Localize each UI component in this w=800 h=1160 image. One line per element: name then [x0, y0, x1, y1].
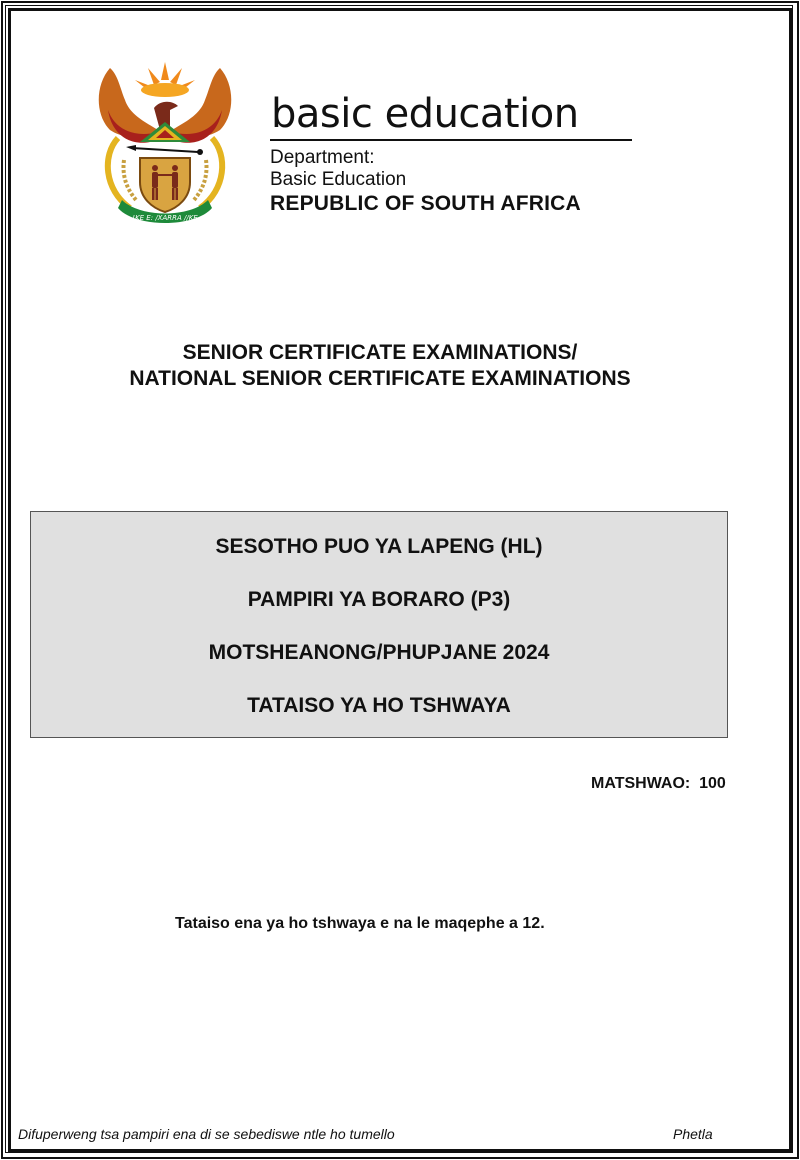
department-label: Department:	[270, 147, 375, 168]
total-marks: MATSHWAO: 100	[591, 775, 726, 792]
brand-divider	[270, 139, 632, 141]
department-branding	[270, 90, 635, 217]
document-type: TATAISO YA HO TSHWAYA	[247, 694, 511, 717]
department-name: Basic Education	[270, 169, 407, 190]
coat-of-arms-icon	[90, 60, 240, 230]
page-count-note: Tataiso ena ya ho tshwaya e na le maqephe a 12.	[175, 915, 545, 932]
exam-heading-line1: SENIOR CERTIFICATE EXAMINATIONS/	[182, 341, 578, 364]
exam-session: MOTSHEANONG/PHUPJANE 2024	[208, 641, 550, 664]
svg-text:!KE E: /XARRA //KE: !KE E: /XARRA //KE	[132, 214, 198, 222]
brand-title: basic education	[271, 91, 579, 137]
turn-over-label: Phetla	[673, 1126, 713, 1142]
country-name: REPUBLIC OF SOUTH AFRICA	[270, 192, 581, 215]
exam-heading	[0, 340, 760, 392]
subject-box	[30, 511, 728, 738]
exam-heading-line2: NATIONAL SENIOR CERTIFICATE EXAMINATIONS	[129, 367, 631, 390]
subject-title: SESOTHO PUO YA LAPENG (HL)	[215, 535, 543, 558]
copyright-notice: Difuperweng tsa pampiri ena di se sebediswe ntle ho tumello	[18, 1126, 395, 1142]
paper-number: PAMPIRI YA BORARO (P3)	[247, 588, 511, 611]
